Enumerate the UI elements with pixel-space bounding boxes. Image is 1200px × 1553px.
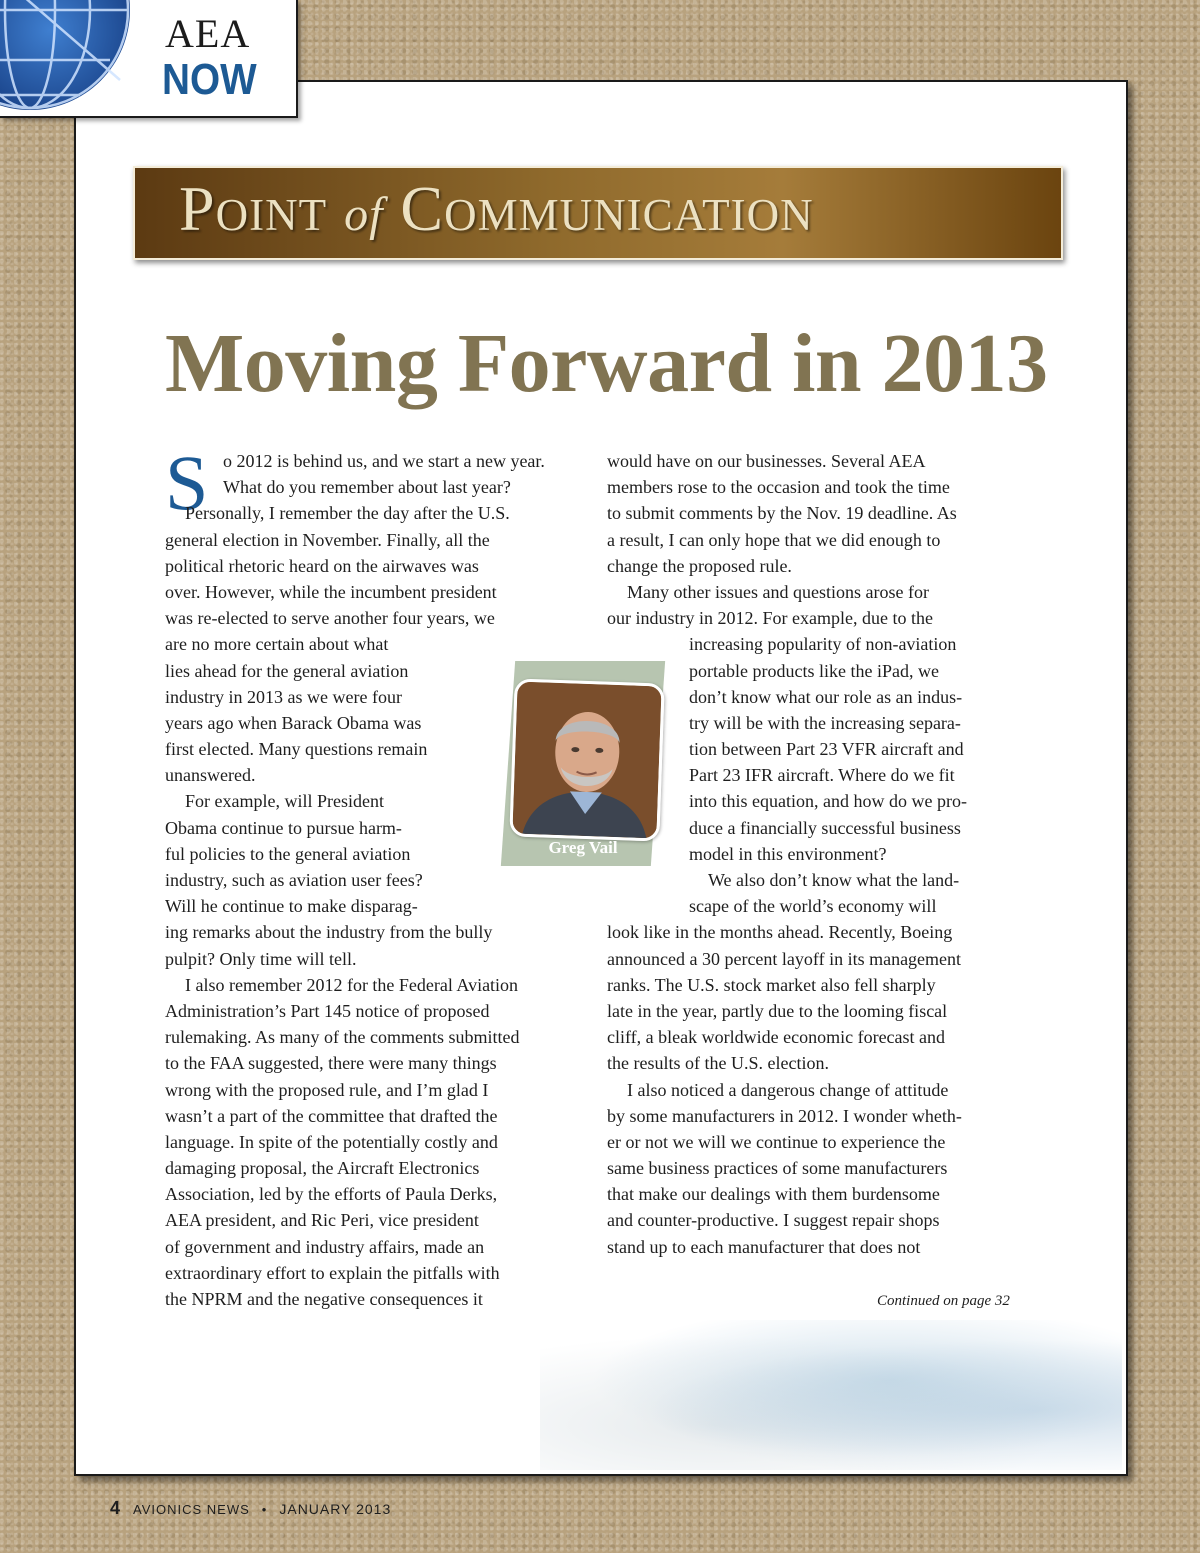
text-line: AEA president, and Ric Peri, vice president	[165, 1210, 479, 1231]
text-line: years ago when Barack Obama was	[165, 712, 422, 733]
text-line: industry in 2013 as we were four	[165, 686, 402, 707]
author-photo	[509, 678, 664, 841]
text-line: Many other issues and questions arose for	[627, 581, 929, 602]
text-line: first elected. Many questions remain	[165, 739, 428, 760]
text-line: look like in the months ahead. Recently, Boeing	[607, 922, 953, 943]
text-line: damaging proposal, the Aircraft Electronics	[165, 1158, 480, 1179]
portrait-illustration	[512, 682, 661, 839]
globe-grid-icon	[0, 0, 130, 110]
text-line: change the proposed rule.	[607, 555, 792, 576]
text-line: announced a 30 percent layoff in its management	[607, 948, 962, 969]
text-line: Association, led by the efforts of Paula Derks,	[165, 1184, 498, 1205]
text-line: industry, such as aviation user fees?	[165, 870, 423, 890]
section-title-part1: Point	[179, 173, 345, 244]
text-line: pulpit? Only time will tell.	[165, 948, 357, 969]
text-line: Part 23 IFR aircraft. Where do we fit	[689, 765, 955, 786]
text-line: unanswered.	[165, 765, 256, 786]
text-line: o 2012 is behind us, and we start a new year.	[223, 451, 545, 471]
section-title-part2: Communication	[383, 173, 814, 244]
issue-date: JANUARY 2013	[279, 1501, 392, 1517]
text-line: and counter-productive. I suggest repair shops	[607, 1210, 940, 1231]
text-line: into this equation, and how do we pro-	[689, 791, 967, 812]
text-line: wrong with the proposed rule, and I’m glad I	[165, 1079, 489, 1100]
text-line: would have on our businesses. Several AEA	[607, 451, 926, 471]
text-line: by some manufacturers in 2012. I wonder wheth-	[607, 1105, 962, 1126]
text-line: members rose to the occasion and took the time	[607, 477, 950, 498]
text-line: language. In spite of the potentially costly and	[165, 1131, 498, 1152]
page-number: 4	[110, 1498, 122, 1518]
brand-now-text: NOW	[162, 55, 257, 104]
text-line: rulemaking. As many of the comments submitted	[165, 1027, 520, 1048]
text-line: ing remarks about the industry from the bully	[165, 922, 493, 943]
photo-caption: Greg Vail	[548, 838, 618, 857]
text-line: late in the year, partly due to the looming fiscal	[607, 1000, 948, 1021]
continued-link[interactable]: Continued on page 32	[877, 1293, 1010, 1309]
text-line: of government and industry affairs, made an	[165, 1236, 485, 1257]
drop-cap: S	[165, 439, 209, 526]
text-line: are no more certain about what	[165, 634, 389, 655]
text-line: Will he continue to make disparag-	[165, 896, 418, 917]
text-line: to the FAA suggested, there were many things	[165, 1053, 497, 1074]
text-line: the results of the U.S. election.	[607, 1053, 829, 1074]
brand-logo	[0, 0, 298, 118]
text-line: increasing popularity of non-aviation	[689, 634, 957, 655]
text-line: the NPRM and the negative consequences it	[165, 1289, 483, 1309]
text-line: I also remember 2012 for the Federal Aviation	[185, 974, 519, 995]
article-headline: Moving Forward in 2013	[165, 317, 1048, 410]
text-line: Administration’s Part 145 notice of proposed	[165, 1000, 490, 1021]
text-line: don’t know what our role as an indus-	[689, 686, 963, 707]
text-line: our industry in 2012. For example, due to the	[607, 608, 933, 629]
text-line: scape of the world’s economy will	[689, 896, 937, 917]
text-line: portable products like the iPad, we	[689, 660, 939, 681]
text-line: model in this environment?	[689, 843, 887, 864]
text-line: extraordinary effort to explain the pitfalls with	[165, 1262, 500, 1283]
text-line: ranks. The U.S. stock market also fell sharply	[607, 974, 936, 995]
text-line: tion between Part 23 VFR aircraft and	[689, 739, 964, 760]
section-title-italic: of	[344, 188, 384, 241]
text-line: For example, will President	[185, 791, 384, 812]
text-line: political rhetoric heard on the airwaves was	[165, 555, 479, 576]
article-column-left	[165, 439, 585, 1312]
text-line: to submit comments by the Nov. 19 deadline. As	[607, 503, 957, 524]
text-line: stand up to each manufacturer that does not	[607, 1236, 921, 1257]
footer-separator: •	[261, 1502, 268, 1517]
text-line: I also noticed a dangerous change of attitude	[627, 1079, 949, 1100]
article-column-right	[607, 448, 1027, 1260]
page-footer	[110, 1498, 391, 1519]
text-line: ful policies to the general aviation	[165, 843, 411, 864]
text-line: We also don’t know what the land-	[708, 870, 960, 890]
text-line: Personally, I remember the day after the U.S.	[185, 503, 510, 524]
text-line: same business practices of some manufacturers	[607, 1158, 948, 1179]
text-line: over. However, while the incumbent president	[165, 581, 497, 602]
text-line: wasn’t a part of the committee that drafted the	[165, 1105, 498, 1126]
section-title	[179, 172, 814, 246]
text-line: try will be with the increasing separa-	[689, 712, 961, 733]
text-line: er or not we will we continue to experience the	[607, 1131, 946, 1152]
text-line: lies ahead for the general aviation	[165, 660, 409, 681]
publication-name: AVIONICS NEWS	[133, 1502, 250, 1517]
text-line: What do you remember about last year?	[223, 477, 511, 498]
brand-aea-text: AEA	[165, 11, 251, 56]
text-line: Obama continue to pursue harm-	[165, 817, 402, 838]
cloud-decoration	[540, 1320, 1122, 1470]
text-line: general election in November. Finally, all the	[165, 529, 490, 550]
section-banner	[133, 166, 1063, 260]
text-line: was re-elected to serve another four years, we	[165, 608, 495, 629]
text-line: duce a financially successful business	[689, 817, 961, 838]
text-line: cliff, a bleak worldwide economic forecast and	[607, 1027, 946, 1048]
text-line: that make our dealings with them burdensome	[607, 1184, 940, 1205]
text-line: a result, I can only hope that we did enough to	[607, 529, 941, 550]
